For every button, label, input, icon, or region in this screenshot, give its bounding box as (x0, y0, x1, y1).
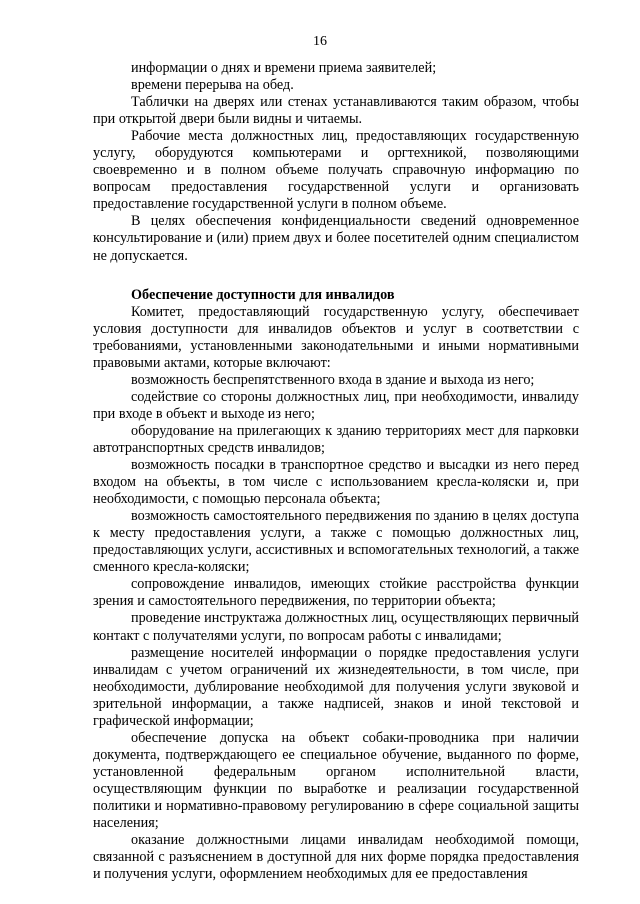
list-item: проведение инструктажа должностных лиц, осуществляющих первичный контакт с получателями услуги, по вопросам работы с инвалидами; (93, 610, 579, 644)
list-item: обеспечение допуска на объект собаки-проводника при наличии документа, подтверждающего ее специальное обучение, выданного по форме, установленной федеральным органом исполнительной власти, осуществляющим функции по выработке и реализации государственной политики и нормативно-правовому регулированию в сфере социальной защиты населения; (93, 729, 579, 832)
paragraph: Комитет, предоставляющий государственную услугу, обеспечивает условия доступности для инвалидов объектов и услуг в соответствии с требованиями, установленными законодательными и иными нормативными правовыми актами, которые включают: (93, 303, 579, 371)
list-item: содействие со стороны должностных лиц, при необходимости, инвалиду при входе в объект и выходе из него; (93, 388, 579, 422)
paragraph: Таблички на дверях или стенах устанавливаются таким образом, чтобы при открытой двери были видны и читаемы. (93, 94, 579, 128)
paragraph: времени перерыва на обед. (131, 77, 294, 94)
paragraph: Рабочие места должностных лиц, предоставляющих государственную услугу, оборудуются компьютерами и оргтехникой, позволяющими своевременно и в полном объеме получать справочную информацию по вопросам предоставления государственной услуги и организовать предоставление государственной услуги в полном объеме. (93, 128, 579, 213)
list-item: сопровождение инвалидов, имеющих стойкие расстройства функции зрения и самостоятельного передвижения, по территории объекта; (93, 576, 579, 610)
paragraph: информации о днях и времени приема заявителей; (131, 60, 437, 76)
paragraph: В целях обеспечения конфиденциальности сведений одновременное консультирование и (или) прием двух и более посетителей одним специалистом не допускается. (93, 213, 579, 264)
list-item: оборудование на прилегающих к зданию территориях мест для парковки автотранспортных средств инвалидов; (93, 422, 579, 456)
list-item: оказание должностными лицами инвалидам необходимой помощи, связанной с разъяснением в доступной для них форме порядка предоставления и получения услуги, оформлением необходимых для ее предоставления (93, 832, 579, 883)
section-heading: Обеспечение доступности для инвалидов (131, 286, 395, 303)
document-body (93, 60, 579, 883)
page-number: 16 (313, 34, 327, 49)
list-item: возможность самостоятельного передвижения по зданию в целях доступа к месту предоставления услуги, а также с помощью должностных лиц, предоставляющих услуги, ассистивных и вспомогательных технологий, а также сменного кресла-коляски; (93, 508, 579, 576)
list-item: размещение носителей информации о порядке предоставления услуги инвалидам с учетом ограничений их жизнедеятельности, в том числе, при необходимости, дублирование необходимой для получения услуги звуковой и зрительной информации, а также надписей, знаков и иной текстовой и графической информации; (93, 644, 579, 729)
list-item: возможность посадки в транспортное средство и высадки из него перед входом на объекты, в том числе с использованием кресла-коляски и, при необходимости, с помощью персонала объекта; (93, 457, 579, 508)
list-item: возможность беспрепятственного входа в здание и выхода из него; (131, 371, 535, 388)
